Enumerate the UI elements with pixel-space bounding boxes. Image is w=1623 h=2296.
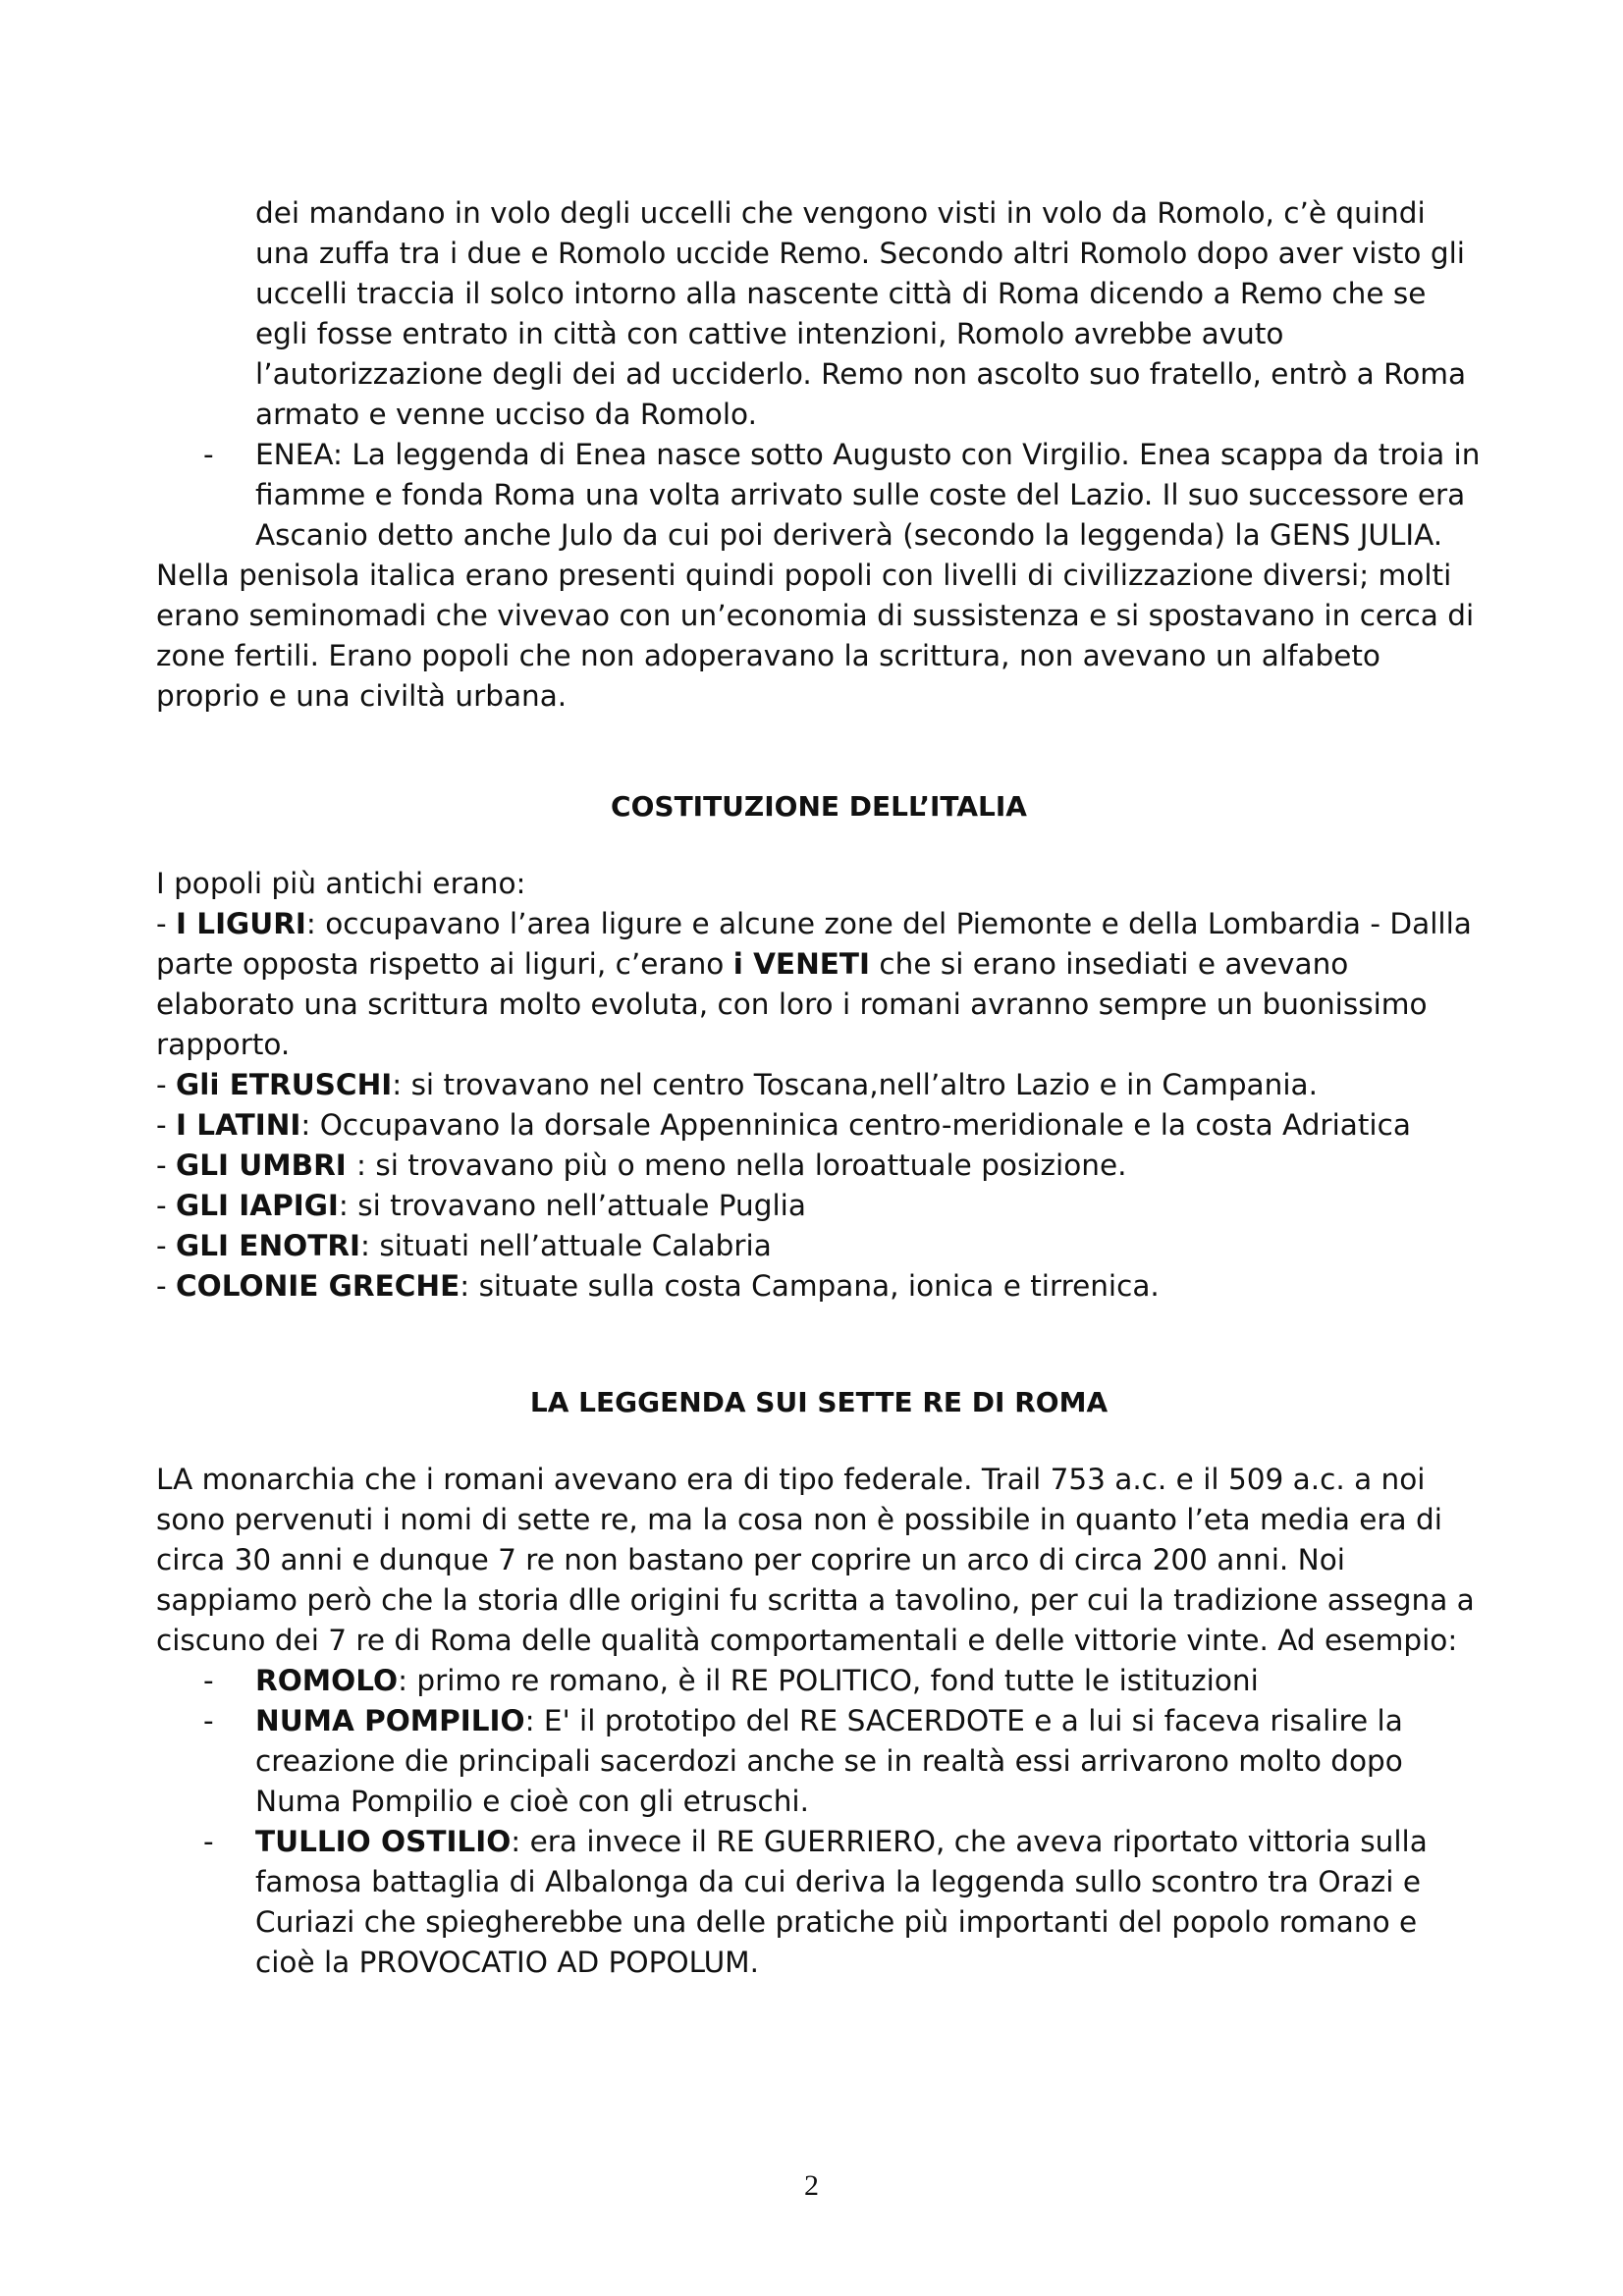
monarchia-paragraph: LA monarchia che i romani avevano era di tipo federale. Trail 753 a.c. e il 509 a.c. a noi sono pervenuti i nomi di sette re, ma la cosa non è possibile in quanto l’eta media era di circa 30 anni e dunque 7 re non bastano per coprire un arco di circa 200 anni. Noi sappiamo però che la storia dlle origini fu scritta a tavolino, per cui la tradizione assegna a ciscuno dei 7 re di Roma delle qualità comportamentali e delle vittorie vinte. Ad esempio: <box>156 1463 1475 1657</box>
king-text: : primo re romano, è il RE POLITICO, fond tutte le istituzioni <box>398 1664 1259 1697</box>
people-name-veneti: i VENETI <box>732 947 871 981</box>
people-name: I LATINI <box>176 1108 301 1142</box>
people-text: : situati nell’attuale Calabria <box>360 1229 772 1262</box>
king-text: : E' il prototipo del RE SACERDOTE e a lui si faceva risalire la creazione die principali sacerdozi anche se in realtà essi arrivarono molto dopo Numa Pompilio e cioè con gli etruschi. <box>255 1704 1403 1818</box>
item-prefix: - <box>156 907 177 940</box>
people-item <box>156 1266 1482 1307</box>
romolo-remo-continuation: dei mandano in volo degli uccelli che vengono visti in volo da Romolo, c’è quindi una zuffa tra i due e Romolo uccide Remo. Secondo altri Romolo dopo aver visto gli uccelli traccia il solco intorno alla nascente città di Roma dicendo a Remo che se egli fosse entrato in città con cattive intenzioni, Romolo avrebbe avuto l’autorizzazione degli dei ad ucciderlo. Remo non ascolto suo fratello, entrò a Roma armato e venne ucciso da Romolo. <box>255 196 1467 431</box>
list-dash: - <box>203 438 214 471</box>
king-name: ROMOLO <box>255 1664 399 1697</box>
item-prefix: - <box>156 1189 177 1222</box>
king-text: : era invece il RE GUERRIERO, che aveva riportato vittoria sulla famosa battaglia di Albalonga da cui deriva la leggenda sullo scontro tra Orazi e Curiazi che spiegherebbe una delle pratiche più importanti del popolo romano e cioè la PROVOCATIO AD POPOLUM. <box>255 1825 1428 1979</box>
item-prefix: - <box>156 1229 177 1262</box>
people-text: : Occupavano la dorsale Appenninica centro-meridionale e la costa Adriatica <box>300 1108 1411 1142</box>
people-text: : occupavano l’area ligure e alcune zone del Piemonte e della Lombardia - Dallla parte opposta rispetto ai liguri, c’erano <box>156 907 1472 981</box>
item-prefix: - <box>156 1068 177 1101</box>
people-item <box>156 1186 1482 1226</box>
people-text: : si trovavano più o meno nella loroattuale posizione. <box>356 1148 1127 1182</box>
page-number: 2 <box>804 2169 819 2202</box>
list-dash: - <box>203 1664 214 1697</box>
king-item <box>156 1701 1482 1822</box>
enea-list-item <box>156 435 1482 556</box>
people-item <box>156 1146 1482 1186</box>
people-name: I LIGURI <box>176 907 306 940</box>
section-heading-sette-re: LA LEGGENDA SUI SETTE RE DI ROMA <box>529 1386 1109 1418</box>
peoples-lead: I popoli più antichi erano: <box>156 867 526 900</box>
people-name: GLI ENOTRI <box>176 1229 361 1262</box>
item-prefix: - <box>156 1148 177 1182</box>
people-text: : si trovavano nell’attuale Puglia <box>338 1189 806 1222</box>
italic-peoples-paragraph: Nella penisola italica erano presenti quindi popoli con livelli di civilizzazione diversi; molti erano seminomadi che vivevao con un’economia di sussistenza e si spostavano in cerca di zone fertili. Erano popoli che non adoperavano la scrittura, non avevano un alfabeto proprio e una civiltà urbana. <box>156 559 1475 713</box>
king-item <box>156 1661 1482 1701</box>
list-dash: - <box>203 1704 214 1737</box>
people-item-liguri <box>156 904 1482 1065</box>
item-prefix: - <box>156 1269 177 1303</box>
king-name: TULLIO OSTILIO <box>255 1825 512 1858</box>
section-heading-costituzione: COSTITUZIONE DELL’ITALIA <box>611 790 1027 823</box>
people-text: che si erano insediati e avevano elaborato una scrittura molto evoluta, con loro i romani avranno sempre un buonissimo rapporto. <box>156 947 1428 1061</box>
list-dash: - <box>203 1825 214 1858</box>
people-name: COLONIE GRECHE <box>176 1269 460 1303</box>
people-text: : situate sulla costa Campana, ionica e tirrenica. <box>460 1269 1160 1303</box>
people-name: GLI UMBRI <box>176 1148 357 1182</box>
people-text: : si trovavano nel centro Toscana,nell’altro Lazio e in Campania. <box>392 1068 1318 1101</box>
people-item <box>156 1105 1482 1146</box>
king-item <box>156 1822 1482 1983</box>
enea-text: ENEA: La leggenda di Enea nasce sotto Augusto con Virgilio. Enea scappa da troia in fiamme e fonda Roma una volta arrivato sulle coste del Lazio. Il suo successore era Ascanio detto anche Julo da cui poi deriverà (secondo la leggenda) la GENS JULIA. <box>255 438 1481 552</box>
item-prefix: - <box>156 1108 177 1142</box>
page-content <box>156 193 1482 1983</box>
people-item <box>156 1065 1482 1105</box>
people-item <box>156 1226 1482 1266</box>
people-name: Gli ETRUSCHI <box>176 1068 393 1101</box>
king-name: NUMA POMPILIO <box>255 1704 525 1737</box>
people-name: GLI IAPIGI <box>176 1189 339 1222</box>
